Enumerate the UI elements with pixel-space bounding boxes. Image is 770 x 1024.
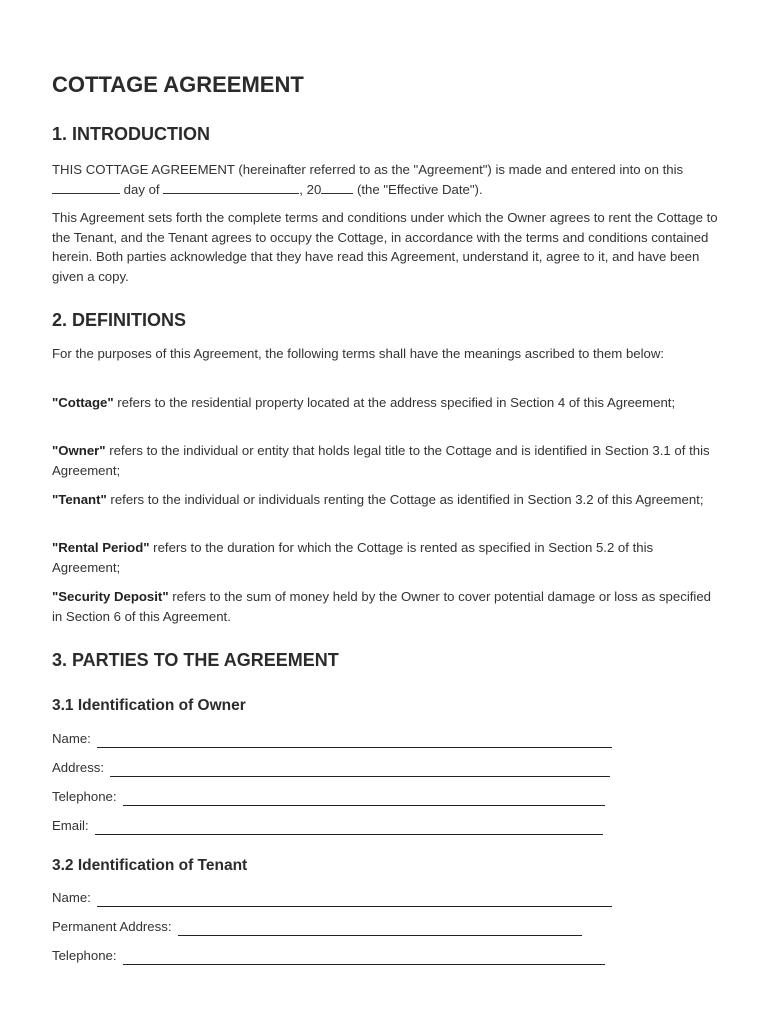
intro-text-part-2: day of (123, 181, 160, 197)
intro-text-part-1: THIS COTTAGE AGREEMENT (hereinafter referred to as the "Agreement") is made and entered into on this (52, 162, 684, 177)
owner-telephone-line[interactable] (123, 791, 605, 806)
definition-tenant (52, 490, 724, 510)
definition-term: "Cottage" (52, 395, 114, 410)
day-blank[interactable] (52, 181, 120, 194)
definition-text: refers to the individual or individuals renting the Cottage as identified in Section 3.2 of this Agreement; (106, 492, 704, 507)
tenant-identification-heading: 3.2 Identification of Tenant (52, 857, 248, 874)
section-introduction-heading: 1. INTRODUCTION (52, 124, 211, 144)
definitions-intro: For the purposes of this Agreement, the following terms shall have the meanings ascribed to them below: (52, 346, 665, 361)
definition-security-deposit (52, 587, 724, 626)
month-blank[interactable] (163, 181, 299, 194)
tenant-telephone-label: Telephone: (52, 948, 117, 963)
definition-text: refers to the residential property located at the address specified in Section 4 of this Agreement; (113, 395, 676, 410)
owner-telephone-label: Telephone: (52, 789, 117, 804)
tenant-name-line[interactable] (97, 892, 612, 907)
year-blank[interactable] (321, 181, 353, 194)
definition-text: refers to the sum of money held by the Owner to cover potential damage or loss as specified in Section 6 of this Agreement. (52, 589, 712, 624)
owner-name-field (52, 729, 612, 748)
definition-cottage (52, 393, 724, 413)
introduction-paragraph-1 (52, 160, 724, 199)
owner-email-label: Email: (52, 818, 89, 833)
definition-text: refers to the individual or entity that holds legal title to the Cottage and is identified in Section 3.1 of this Agreement; (52, 443, 710, 478)
tenant-permanent-address-field (52, 917, 582, 936)
owner-address-line[interactable] (110, 762, 610, 777)
tenant-permanent-address-label: Permanent Address: (52, 919, 172, 934)
tenant-permanent-address-line[interactable] (178, 921, 582, 936)
definition-term: "Security Deposit" (52, 589, 169, 604)
owner-address-label: Address: (52, 760, 105, 775)
section-parties-heading: 3. PARTIES TO THE AGREEMENT (52, 650, 339, 670)
owner-telephone-field (52, 787, 605, 806)
document-title: COTTAGE AGREEMENT (52, 72, 304, 97)
owner-name-line[interactable] (97, 733, 612, 748)
tenant-telephone-line[interactable] (123, 950, 605, 965)
owner-name-label: Name: (52, 731, 91, 746)
tenant-telephone-field (52, 946, 605, 965)
owner-address-field (52, 758, 610, 777)
tenant-name-label: Name: (52, 890, 91, 905)
tenant-name-field (52, 888, 612, 907)
owner-identification-heading: 3.1 Identification of Owner (52, 697, 246, 714)
definition-owner (52, 441, 724, 480)
intro-text-part-4: (the "Effective Date"). (356, 181, 483, 197)
section-definitions-heading: 2. DEFINITIONS (52, 310, 187, 330)
definition-term: "Rental Period" (52, 540, 150, 555)
definition-term: "Tenant" (52, 492, 107, 507)
intro-text-part-3: , 20 (299, 181, 322, 197)
definition-rental-period (52, 538, 724, 577)
introduction-paragraph-2: This Agreement sets forth the complete terms and conditions under which the Owner agrees to rent the Cottage to the Tenant, and the Tenant agrees to occupy the Cottage, in accordance with the terms and conditions contained herein. Both parties acknowledge that they have read this Agreement, understand it, agree to it, and have been given a copy. (52, 210, 718, 284)
definition-text: refers to the duration for which the Cottage is rented as specified in Section 5.2 of this Agreement; (52, 540, 654, 575)
owner-email-line[interactable] (95, 820, 603, 835)
definition-term: "Owner" (52, 443, 106, 458)
owner-email-field (52, 816, 603, 835)
